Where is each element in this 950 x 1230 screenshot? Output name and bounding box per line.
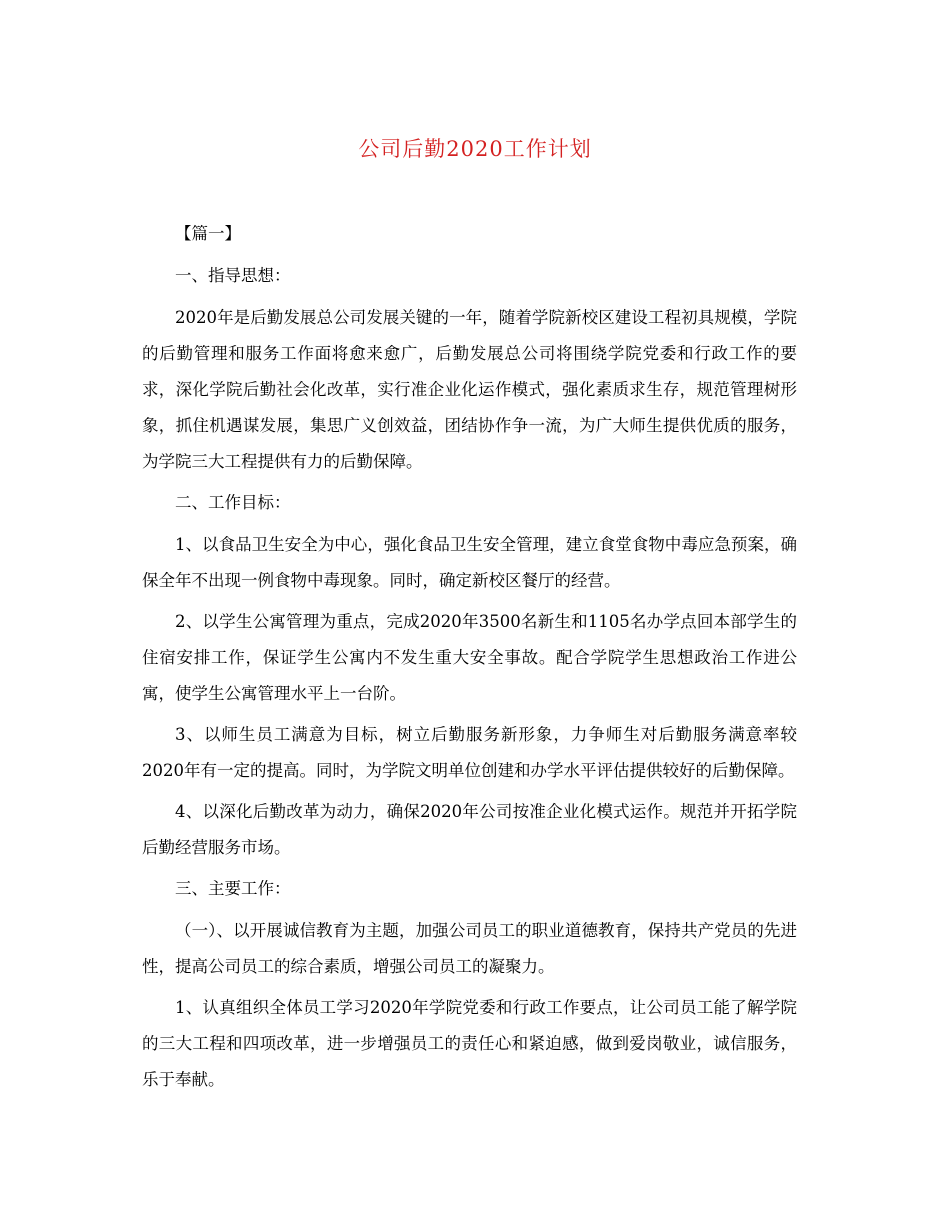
paragraph-main-work-1-1: 1、认真组织全体员工学习2020年学院党委和行政工作要点，让公司员工能了解学院的三大工程和四项改革，进一步增强员工的责任心和紧迫感，做到爱岗敬业，诚信服务，乐于奉献。 bbox=[142, 998, 797, 1089]
paragraph-guiding-thought: 2020年是后勤发展总公司发展关键的一年，随着学院新校区建设工程初具规模，学院的后勤管理和服务工作面将愈来愈广，后勤发展总公司将围绕学院党委和行政工作的要求，深化学院后勤社会化改革，实行准企业化运作模式，强化素质求生存，规范管理树形象，抓住机遇谋发展，集思广义创效益，团结协作争一流，为广大师生提供优质的服务，为学院三大工程提供有力的后勤保障。 bbox=[142, 308, 797, 471]
paragraph-goal-3: 3、以师生员工满意为目标，树立后勤服务新形象，力争师生对后勤服务满意率较2020年有一定的提高。同时，为学院文明单位创建和办学水平评估提供较好的后勤保障。 bbox=[142, 725, 797, 780]
document-body bbox=[142, 216, 797, 1103]
paragraph-main-work-1: （一）、以开展诚信教育为主题，加强公司员工的职业道德教育，保持共产党员的先进性，提高公司员工的综合素质，增强公司员工的凝聚力。 bbox=[142, 921, 797, 976]
paragraph-goal-2: 2、以学生公寓管理为重点，完成2020年3500名新生和1105名办学点回本部学生的住宿安排工作，保证学生公寓内不发生重大安全事故。配合学院学生思想政治工作进公寓，使学生公寓管理水平上一台阶。 bbox=[142, 612, 797, 703]
section-heading-main-work: 三、主要工作： bbox=[175, 879, 291, 898]
section-heading-work-goals: 二、工作目标： bbox=[175, 493, 291, 512]
section-heading-part-one: 【篇一】 bbox=[175, 224, 241, 243]
paragraph-goal-4: 4、以深化后勤改革为动力，确保2020年公司按准企业化模式运作。规范并开拓学院后勤经营服务市场。 bbox=[142, 802, 797, 857]
section-heading-guiding-thought: 一、指导思想： bbox=[175, 266, 291, 285]
paragraph-goal-1: 1、以食品卫生安全为中心，强化食品卫生安全管理，建立食堂食物中毒应急预案，确保全年不出现一例食物中毒现象。同时，确定新校区餐厅的经营。 bbox=[142, 535, 797, 590]
document-title: 公司后勤2020工作计划 bbox=[358, 137, 592, 161]
